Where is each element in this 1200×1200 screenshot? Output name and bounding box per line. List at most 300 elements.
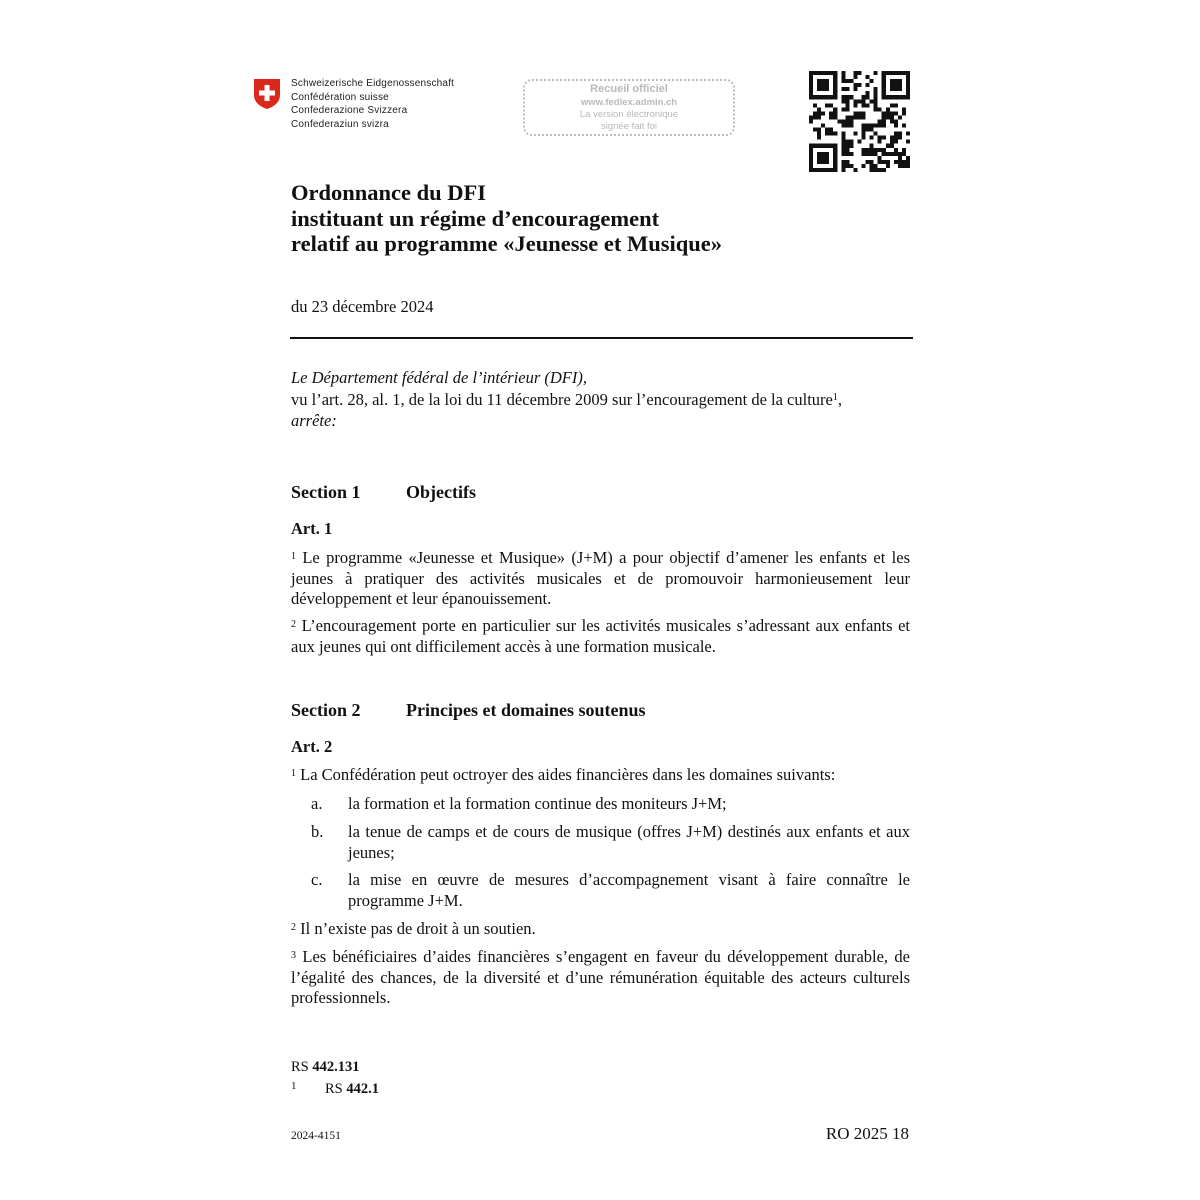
- paragraph-number: 2: [291, 922, 296, 933]
- qr-module: [894, 152, 898, 156]
- qr-module: [902, 164, 906, 168]
- qr-module: [853, 115, 857, 119]
- title-line-2: instituant un régime d’encouragement: [291, 205, 660, 231]
- qr-module: [902, 152, 906, 156]
- qr-module: [829, 103, 833, 107]
- qr-module: [841, 140, 845, 144]
- official-stamp: [523, 79, 735, 136]
- qr-module: [841, 87, 845, 91]
- qr-module: [874, 148, 878, 152]
- section-1-title: Objectifs: [406, 482, 476, 502]
- qr-module: [809, 79, 813, 83]
- qr-module: [833, 156, 837, 160]
- qr-module: [833, 132, 837, 136]
- qr-module: [809, 148, 813, 152]
- qr-module: [809, 164, 813, 168]
- qr-module: [809, 71, 813, 75]
- qr-module: [809, 87, 813, 91]
- qr-module: [849, 144, 853, 148]
- qr-module: [898, 71, 902, 75]
- qr-module: [878, 148, 882, 152]
- qr-module: [866, 124, 870, 128]
- qr-module: [821, 152, 825, 156]
- preamble-authority: Le Département fédéral de l’intérieur (DFI),: [291, 368, 588, 387]
- list-letter: a.: [311, 794, 323, 813]
- qr-module: [886, 111, 890, 115]
- qr-module: [825, 156, 829, 160]
- qr-module: [870, 128, 874, 132]
- qr-module: [882, 71, 886, 75]
- preamble-enacts: arrête:: [291, 411, 337, 430]
- qr-module: [906, 132, 910, 136]
- qr-module: [841, 71, 845, 75]
- qr-module: [825, 103, 829, 107]
- qr-module: [817, 132, 821, 136]
- qr-module: [857, 71, 861, 75]
- qr-module: [817, 87, 821, 91]
- paragraph-text: Les bénéficiaires d’aides financières s’engagent en faveur du développement durable, de l’égalité des chances, de la diversité et d’une rémunération équitable des acteurs culturels professionnels.: [291, 947, 911, 1007]
- qr-module: [862, 152, 866, 156]
- qr-module: [817, 95, 821, 99]
- qr-module: [817, 144, 821, 148]
- stamp-note-2: signée fait foi: [601, 121, 657, 132]
- qr-module: [870, 148, 874, 152]
- qr-module: [829, 115, 833, 119]
- qr-module: [813, 128, 817, 132]
- qr-module: [862, 148, 866, 152]
- qr-module: [833, 95, 837, 99]
- qr-module: [906, 79, 910, 83]
- qr-module: [882, 95, 886, 99]
- rs-number: 442.131: [312, 1059, 360, 1075]
- list-text: la mise en œuvre de mesures d’accompagnement visant à faire connaître le programme J+M.: [348, 870, 910, 910]
- paragraph-text: Il n’existe pas de droit à un soutien.: [300, 919, 536, 938]
- qr-module: [882, 124, 886, 128]
- ordinance-date: du 23 décembre 2024: [291, 297, 434, 316]
- qr-module: [886, 71, 890, 75]
- section-1-number: Section 1: [291, 482, 361, 502]
- qr-module: [825, 83, 829, 87]
- qr-module: [841, 124, 845, 128]
- qr-module: [894, 111, 898, 115]
- qr-module: [845, 124, 849, 128]
- qr-module: [857, 99, 861, 103]
- qr-module: [817, 160, 821, 164]
- qr-module: [862, 132, 866, 136]
- qr-module: [882, 152, 886, 156]
- qr-module: [894, 148, 898, 152]
- qr-module: [813, 95, 817, 99]
- qr-module: [866, 75, 870, 79]
- list-letter: c.: [311, 870, 323, 889]
- qr-module: [906, 164, 910, 168]
- article-2-heading: Art. 2: [291, 737, 333, 756]
- qr-module: [809, 95, 813, 99]
- qr-module: [886, 144, 890, 148]
- qr-module: [825, 79, 829, 83]
- qr-module: [898, 156, 902, 160]
- qr-module: [890, 140, 894, 144]
- qr-module: [870, 136, 874, 140]
- qr-module: [874, 99, 878, 103]
- qr-module: [894, 136, 898, 140]
- qr-module: [825, 160, 829, 164]
- qr-module: [902, 107, 906, 111]
- qr-module: [890, 152, 894, 156]
- qr-module: [849, 152, 853, 156]
- qr-module: [833, 152, 837, 156]
- qr-module: [849, 95, 853, 99]
- section-2-title: Principes et domaines soutenus: [406, 700, 646, 720]
- qr-module: [874, 168, 878, 172]
- qr-module: [874, 103, 878, 107]
- qr-module: [882, 91, 886, 95]
- qr-module: [841, 132, 845, 136]
- qr-module: [862, 136, 866, 140]
- list-item: [311, 822, 910, 863]
- qr-module: [841, 160, 845, 164]
- qr-module: [882, 160, 886, 164]
- qr-module: [849, 124, 853, 128]
- qr-module: [902, 95, 906, 99]
- qr-module: [825, 152, 829, 156]
- qr-module: [882, 79, 886, 83]
- page-title: [291, 180, 722, 257]
- official-compilation-reference: RO 2025 18: [825, 1124, 909, 1143]
- qr-module: [829, 144, 833, 148]
- qr-module: [849, 119, 853, 123]
- qr-module: [874, 152, 878, 156]
- qr-module: [906, 87, 910, 91]
- qr-module: [833, 107, 837, 111]
- qr-module: [866, 148, 870, 152]
- qr-module: [866, 160, 870, 164]
- qr-module: [882, 168, 886, 172]
- qr-module: [833, 115, 837, 119]
- qr-module: [833, 91, 837, 95]
- qr-module: [845, 87, 849, 91]
- qr-module: [862, 115, 866, 119]
- qr-module: [906, 156, 910, 160]
- qr-module: [833, 71, 837, 75]
- article-2-paragraph-3: [291, 947, 910, 1009]
- qr-module: [833, 144, 837, 148]
- qr-module: [886, 107, 890, 111]
- qr-module: [898, 95, 902, 99]
- qr-module: [817, 115, 821, 119]
- qr-module: [878, 124, 882, 128]
- qr-module: [878, 119, 882, 123]
- qr-module: [874, 164, 878, 168]
- qr-module: [817, 83, 821, 87]
- qr-module: [841, 119, 845, 123]
- article-1-heading: Art. 1: [291, 519, 333, 538]
- qr-module: [890, 79, 894, 83]
- qr-module: [890, 95, 894, 99]
- qr-module: [894, 119, 898, 123]
- qr-module: [898, 87, 902, 91]
- qr-module: [809, 91, 813, 95]
- qr-module: [833, 87, 837, 91]
- qr-module: [866, 152, 870, 156]
- qr-module: [898, 79, 902, 83]
- qr-module: [882, 111, 886, 115]
- qr-module: [862, 164, 866, 168]
- qr-module: [906, 91, 910, 95]
- qr-module: [833, 83, 837, 87]
- list-item: [311, 794, 910, 815]
- qr-module: [894, 71, 898, 75]
- qr-module: [898, 136, 902, 140]
- qr-module: [813, 168, 817, 172]
- article-2-paragraph-1: [291, 765, 910, 786]
- qr-module: [817, 71, 821, 75]
- qr-module: [894, 87, 898, 91]
- qr-module: [821, 71, 825, 75]
- qr-module: [894, 103, 898, 107]
- section-2-heading: [291, 700, 646, 721]
- qr-module: [906, 140, 910, 144]
- list-letter: b.: [311, 822, 324, 841]
- qr-module: [841, 136, 845, 140]
- qr-module: [862, 99, 866, 103]
- title-line-1: Ordonnance du DFI: [291, 180, 487, 205]
- qr-module: [809, 119, 813, 123]
- qr-module: [882, 136, 886, 140]
- qr-module: [809, 156, 813, 160]
- qr-module: [845, 152, 849, 156]
- qr-module: [857, 111, 861, 115]
- qr-module: [853, 103, 857, 107]
- section-2-number: Section 2: [291, 700, 361, 720]
- qr-module: [821, 87, 825, 91]
- qr-module: [862, 103, 866, 107]
- document-number: 2024-4151: [291, 1130, 341, 1142]
- qr-module: [853, 168, 857, 172]
- qr-module: [882, 115, 886, 119]
- qr-module: [874, 95, 878, 99]
- qr-module: [886, 115, 890, 119]
- qr-module: [898, 83, 902, 87]
- qr-module: [906, 95, 910, 99]
- qr-module: [906, 75, 910, 79]
- qr-module: [886, 95, 890, 99]
- qr-module: [878, 160, 882, 164]
- qr-module: [866, 83, 870, 87]
- qr-module: [829, 128, 833, 132]
- qr-module: [902, 111, 906, 115]
- qr-module: [809, 83, 813, 87]
- qr-module: [898, 115, 902, 119]
- qr-module: [821, 83, 825, 87]
- qr-module: [821, 168, 825, 172]
- qr-module: [870, 160, 874, 164]
- stamp-title: Recueil officiel: [590, 83, 668, 95]
- footnote-1: [291, 1080, 379, 1098]
- qr-module: [809, 168, 813, 172]
- qr-module: [902, 124, 906, 128]
- qr-module: [845, 119, 849, 123]
- qr-module: [882, 75, 886, 79]
- qr-module: [817, 136, 821, 140]
- qr-module: [870, 144, 874, 148]
- qr-module: [898, 160, 902, 164]
- qr-module: [898, 152, 902, 156]
- qr-module: [870, 152, 874, 156]
- qr-module: [829, 71, 833, 75]
- paragraph-text: L’encouragement porte en particulier sur les activités musicales s’adressant aux enfants et aux jeunes qui ont difficilement accès à une formation musicale.: [291, 616, 910, 656]
- qr-module: [866, 91, 870, 95]
- stamp-url: www.fedlex.admin.ch: [580, 97, 678, 108]
- article-1-paragraph-2: [291, 616, 910, 657]
- qr-module: [849, 115, 853, 119]
- qr-module: [821, 156, 825, 160]
- qr-module: [821, 95, 825, 99]
- qr-module: [817, 152, 821, 156]
- qr-module: [890, 136, 894, 140]
- qr-module: [813, 144, 817, 148]
- preamble-basis-end: ,: [837, 389, 842, 409]
- qr-module: [882, 148, 886, 152]
- preamble-basis-text: vu l’art. 28, al. 1, de la loi du 11 décembre 2009 sur l’encouragement de la culture: [291, 389, 833, 409]
- qr-module: [866, 95, 870, 99]
- qr-module: [890, 111, 894, 115]
- paragraph-text: La Confédération peut octroyer des aides financières dans les domaines suivants:: [300, 765, 836, 784]
- qr-module: [874, 87, 878, 91]
- qr-module: [813, 111, 817, 115]
- qr-module: [906, 71, 910, 75]
- qr-module: [857, 140, 861, 144]
- federation-name-de: Schweizerische Eidgenossenschaft: [291, 78, 455, 89]
- qr-module: [874, 107, 878, 111]
- federation-name-fr: Confédération suisse: [291, 91, 389, 103]
- qr-module: [817, 156, 821, 160]
- qr-module: [821, 79, 825, 83]
- qr-module: [890, 83, 894, 87]
- qr-module: [825, 168, 829, 172]
- footnote-rs-number: 442.1: [346, 1081, 379, 1097]
- qr-module: [809, 160, 813, 164]
- qr-module: [845, 164, 849, 168]
- qr-module: [817, 79, 821, 83]
- qr-module: [841, 168, 845, 172]
- qr-module: [817, 107, 821, 111]
- qr-module: [845, 103, 849, 107]
- qr-module: [841, 99, 845, 103]
- qr-module: [813, 103, 817, 107]
- qr-module: [825, 132, 829, 136]
- qr-module: [849, 79, 853, 83]
- qr-module: [874, 71, 878, 75]
- qr-module: [813, 71, 817, 75]
- qr-module: [833, 168, 837, 172]
- qr-module: [902, 148, 906, 152]
- qr-module: [833, 160, 837, 164]
- paragraph-number: 1: [291, 551, 296, 562]
- qr-module: [894, 95, 898, 99]
- qr-module: [809, 75, 813, 79]
- qr-module: [841, 107, 845, 111]
- qr-module: [821, 160, 825, 164]
- qr-module: [870, 124, 874, 128]
- qr-module: [853, 75, 857, 79]
- qr-module: [809, 115, 813, 119]
- article-2-paragraph-2: [291, 919, 910, 940]
- qr-module: [898, 132, 902, 136]
- qr-module: [853, 99, 857, 103]
- qr-module: [857, 115, 861, 119]
- qr-module: [866, 128, 870, 132]
- qr-module: [878, 168, 882, 172]
- federation-names: [291, 77, 454, 131]
- qr-module: [874, 91, 878, 95]
- qr-module: [862, 128, 866, 132]
- qr-module: [841, 164, 845, 168]
- qr-module: [906, 83, 910, 87]
- footnote-ref-1[interactable]: 1: [832, 391, 838, 403]
- qr-module: [849, 140, 853, 144]
- qr-module: [821, 111, 825, 115]
- qr-module: [853, 87, 857, 91]
- qr-module: [898, 164, 902, 168]
- qr-module: [825, 95, 829, 99]
- qr-module: [841, 148, 845, 152]
- qr-module: [862, 111, 866, 115]
- qr-module: [825, 71, 829, 75]
- qr-module: [845, 79, 849, 83]
- qr-module: [878, 156, 882, 160]
- qr-module: [866, 103, 870, 107]
- paragraph-text: Le programme «Jeunesse et Musique» (J+M) a pour objectif d’amener les enfants et les jeunes à pratiquer des activités musicales et de promouvoir harmonieusement leur développement et leur épanouissement.: [291, 548, 910, 608]
- qr-module: [845, 140, 849, 144]
- qr-module: [882, 83, 886, 87]
- qr-module: [902, 71, 906, 75]
- article-1-paragraph-1: [291, 548, 910, 610]
- qr-module: [862, 124, 866, 128]
- qr-module: [809, 144, 813, 148]
- footnote-number: 1: [291, 1080, 297, 1092]
- qr-module: [817, 168, 821, 172]
- qr-module: [821, 124, 825, 128]
- qr-module: [829, 111, 833, 115]
- qr-module: [890, 144, 894, 148]
- qr-module: [845, 144, 849, 148]
- qr-module: [894, 83, 898, 87]
- qr-module: [857, 83, 861, 87]
- paragraph-number: 2: [291, 619, 296, 630]
- qr-module: [853, 111, 857, 115]
- qr-module: [878, 107, 882, 111]
- qr-module: [862, 95, 866, 99]
- qr-module: [817, 111, 821, 115]
- list-text: la tenue de camps et de cours de musique (offres J+M) destinés aux enfants et aux jeunes;: [348, 822, 910, 862]
- qr-module: [845, 107, 849, 111]
- qr-module: [870, 79, 874, 83]
- rs-prefix: RS: [291, 1059, 309, 1075]
- qr-module: [833, 111, 837, 115]
- qr-module: [837, 119, 841, 123]
- federation-name-it: Confederazione Svizzera: [291, 105, 408, 116]
- qr-module: [813, 115, 817, 119]
- paragraph-number: 3: [291, 950, 296, 961]
- qr-module: [833, 148, 837, 152]
- qr-module: [849, 164, 853, 168]
- qr-module: [841, 79, 845, 83]
- qr-module: [906, 160, 910, 164]
- federation-name-rm: Confederaziun svizra: [291, 118, 389, 130]
- qr-module: [870, 168, 874, 172]
- footnote-prefix: RS: [325, 1081, 343, 1097]
